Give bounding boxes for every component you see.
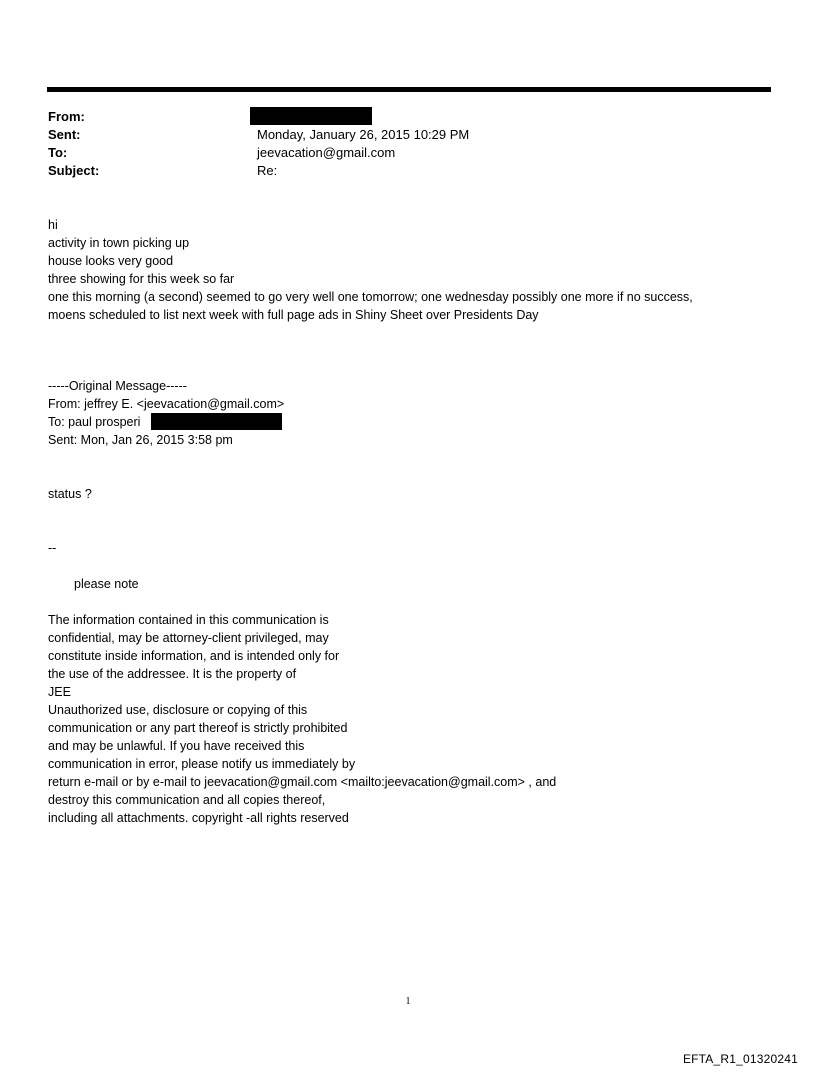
original-to: To: paul prosperi xyxy=(48,415,141,429)
disclaimer-line: and may be unlawful. If you have received this xyxy=(48,739,305,753)
subject-value: Re: xyxy=(257,163,278,178)
disclaimer-line: communication in error, please notify us immediately by xyxy=(48,757,356,771)
original-separator: -----Original Message----- xyxy=(48,379,187,393)
disclaimer-line: destroy this communication and all copies thereof, xyxy=(48,793,326,807)
please-note: please note xyxy=(74,577,139,591)
reply-line: activity in town picking up xyxy=(48,236,190,250)
disclaimer-line: constitute inside information, and is intended only for xyxy=(48,649,340,663)
disclaimer-line: JEE xyxy=(48,685,71,699)
from-label: From: xyxy=(48,109,85,124)
disclaimer-line: return e-mail or by e-mail to jeevacation@gmail.com <mailto:jeevacation@gmail.com> , and xyxy=(48,775,557,789)
disclaimer-line: The information contained in this communication is xyxy=(48,613,329,627)
redacted-from-value xyxy=(250,107,372,125)
page-number: 1 xyxy=(405,996,411,1007)
reply-line: moens scheduled to list next week with full page ads in Shiny Sheet over Presidents Day xyxy=(48,308,539,322)
reply-line: three showing for this week so far xyxy=(48,272,235,286)
disclaimer-line: confidential, may be attorney-client privileged, may xyxy=(48,631,329,645)
signature-dash: -- xyxy=(48,541,57,555)
redacted-to-address xyxy=(151,413,282,430)
disclaimer-line: the use of the addressee. It is the property of xyxy=(48,667,297,681)
reply-line: one this morning (a second) seemed to go very well one tomorrow; one wednesday possibly one more if no success, xyxy=(48,290,693,304)
original-body: status ? xyxy=(48,487,92,501)
disclaimer-line: Unauthorized use, disclosure or copying of this xyxy=(48,703,308,717)
original-from: From: jeffrey E. <jeevacation@gmail.com> xyxy=(48,397,285,411)
reply-line: house looks very good xyxy=(48,254,174,268)
subject-label: Subject: xyxy=(48,163,100,178)
sent-value: Monday, January 26, 2015 10:29 PM xyxy=(257,127,470,142)
sent-label: Sent: xyxy=(48,127,81,142)
header-rule xyxy=(47,87,771,92)
disclaimer-line: communication or any part thereof is strictly prohibited xyxy=(48,721,348,735)
original-sent: Sent: Mon, Jan 26, 2015 3:58 pm xyxy=(48,433,233,447)
bates-number: EFTA_R1_01320241 xyxy=(682,1052,798,1066)
to-label: To: xyxy=(48,145,68,160)
disclaimer-line: including all attachments. copyright -all rights reserved xyxy=(48,811,349,825)
to-value: jeevacation@gmail.com xyxy=(257,145,396,160)
reply-line: hi xyxy=(48,218,58,232)
